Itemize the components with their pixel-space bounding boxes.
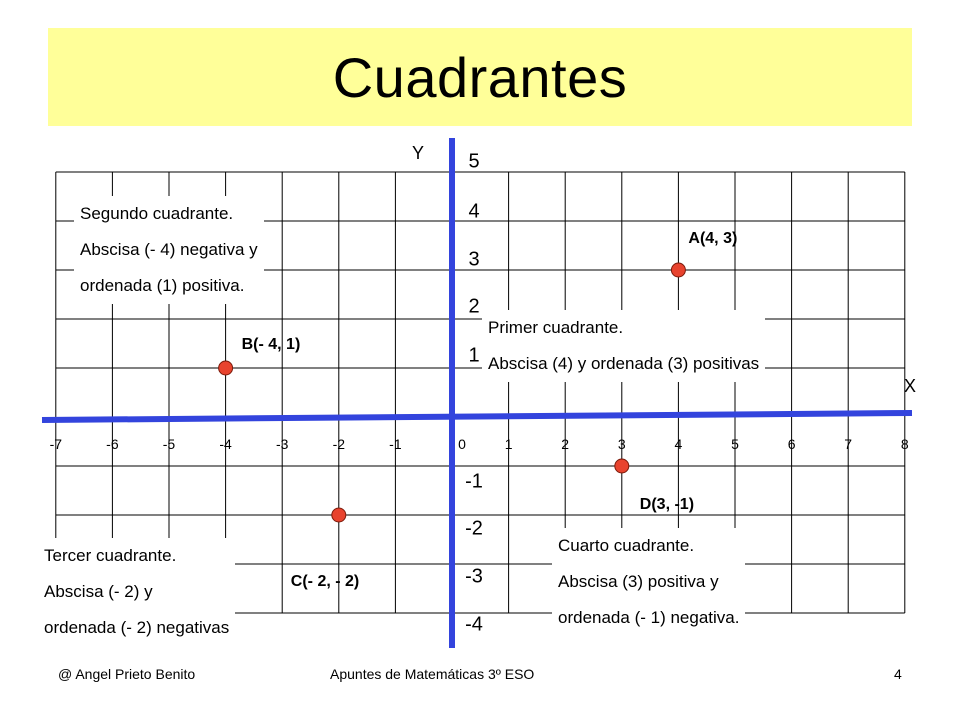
y-tick-label: 1: [468, 344, 480, 367]
x-tick-label: 3: [617, 436, 626, 452]
x-tick-label: -4: [219, 436, 232, 452]
footer-author: @ Angel Prieto Benito: [58, 666, 196, 682]
point-label-b: B(- 4, 1): [241, 336, 301, 353]
point-label-c: C(- 2, - 2): [290, 573, 360, 590]
y-tick-label: -1: [465, 470, 483, 493]
second-quadrant-note: [74, 196, 264, 304]
point-c: [332, 508, 346, 522]
y-tick-label: 2: [468, 295, 480, 318]
slide-title: Cuadrantes: [332, 45, 628, 109]
note-line: Abscisa (- 2) y: [44, 582, 153, 601]
y-tick-label: -2: [465, 517, 483, 540]
note-line: Cuarto cuadrante.: [558, 536, 695, 555]
x-tick-label: 7: [844, 436, 853, 452]
x-axis: [42, 413, 912, 420]
note-line: Segundo cuadrante.: [80, 204, 234, 223]
y-tick-label: 3: [468, 248, 480, 271]
x-tick-label: 1: [504, 436, 513, 452]
x-tick-label: -7: [49, 436, 63, 452]
footer-course: Apuntes de Matemáticas 3º ESO: [330, 666, 535, 682]
point-b: [219, 361, 233, 375]
x-tick-label: 8: [900, 436, 909, 452]
note-line: Abscisa (- 4) negativa y: [80, 240, 258, 259]
third-quadrant-note: [38, 538, 235, 646]
y-axis-name: Y: [412, 143, 425, 163]
note-line: ordenada (- 2) negativas: [44, 618, 230, 637]
x-tick-label: 2: [561, 436, 570, 452]
point-label-a: A(4, 3): [688, 230, 738, 247]
note-line: Primer cuadrante.: [488, 318, 624, 337]
x-tick-label: -6: [106, 436, 119, 452]
x-tick-label: 0: [458, 436, 466, 452]
note-line: Abscisa (4) y ordenada (3) positivas: [488, 354, 760, 373]
x-tick-label: 5: [731, 436, 739, 452]
first-quadrant-note: [482, 310, 765, 382]
footer-page-number: 4: [894, 666, 902, 682]
x-tick-label: 6: [787, 436, 796, 452]
x-tick-label: 4: [674, 436, 683, 452]
x-tick-label: -5: [162, 436, 176, 452]
note-line: Tercer cuadrante.: [44, 546, 177, 565]
x-tick-label: -1: [389, 436, 402, 452]
y-tick-label: -3: [465, 565, 483, 588]
y-tick-label: 5: [468, 150, 480, 173]
note-line: Abscisa (3) positiva y: [558, 572, 719, 591]
y-tick-label: -4: [465, 613, 483, 636]
y-tick-label: 4: [468, 200, 480, 223]
x-axis-name: X: [904, 376, 917, 396]
point-label-d: D(3, -1): [639, 496, 695, 513]
x-tick-label: -3: [275, 436, 289, 452]
note-line: ordenada (- 1) negativa.: [558, 608, 740, 627]
x-tick-label: -2: [332, 436, 346, 452]
note-line: ordenada (1) positiva.: [80, 276, 245, 295]
fourth-quadrant-note: [552, 528, 745, 636]
point-d: [615, 459, 629, 473]
point-a: [671, 263, 685, 277]
